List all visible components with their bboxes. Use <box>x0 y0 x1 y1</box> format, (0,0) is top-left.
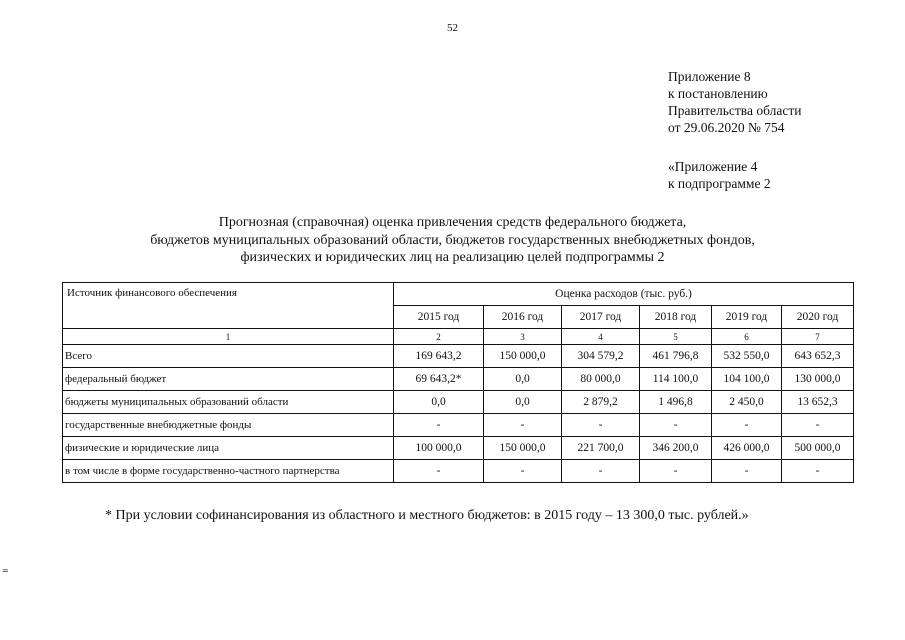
title-line: физических и юридических лиц на реализацию целей подпрограммы 2 <box>240 250 665 265</box>
cell-value: 461 796,8 <box>640 345 712 368</box>
cell-value: - <box>484 460 562 483</box>
column-number: 2 <box>394 329 484 345</box>
column-number: 1 <box>63 329 394 345</box>
source-header: Источник финансового обеспечения <box>63 283 394 329</box>
column-number-row <box>63 329 854 345</box>
row-label: физические и юридические лица <box>63 437 394 460</box>
cell-value: - <box>640 414 712 437</box>
cell-value: 0,0 <box>484 391 562 414</box>
column-number: 7 <box>782 329 854 345</box>
year-header: 2017 год <box>562 306 640 329</box>
cell-value: 2 450,0 <box>712 391 782 414</box>
cell-value: 13 652,3 <box>782 391 854 414</box>
row-label: Всего <box>63 345 394 368</box>
appendix-block <box>668 68 801 136</box>
cell-value: - <box>394 460 484 483</box>
appendix-ref-line: «Приложение 4 <box>668 159 758 174</box>
table-row <box>63 414 854 437</box>
table-row <box>63 437 854 460</box>
row-label: в том числе в форме государственно-частного партнерства <box>63 460 394 483</box>
cell-value: 304 579,2 <box>562 345 640 368</box>
estimate-header: Оценка расходов (тыс. руб.) <box>394 283 854 306</box>
document-title <box>0 214 905 267</box>
cell-value: 2 879,2 <box>562 391 640 414</box>
cell-value: 426 000,0 <box>712 437 782 460</box>
table-row <box>63 345 854 368</box>
cell-value: 169 643,2 <box>394 345 484 368</box>
column-number: 4 <box>562 329 640 345</box>
appendix-line: Правительства области <box>668 103 802 118</box>
cell-value: - <box>782 414 854 437</box>
cell-value: - <box>562 414 640 437</box>
year-header: 2015 год <box>394 306 484 329</box>
column-number: 6 <box>712 329 782 345</box>
cell-value: 69 643,2* <box>394 368 484 391</box>
cell-value: 346 200,0 <box>640 437 712 460</box>
cell-value: 80 000,0 <box>562 368 640 391</box>
cell-value: 221 700,0 <box>562 437 640 460</box>
year-header: 2019 год <box>712 306 782 329</box>
title-line: Прогнозная (справочная) оценка привлечения средств федерального бюджета, <box>218 215 687 230</box>
cell-value: 532 550,0 <box>712 345 782 368</box>
cell-value: 500 000,0 <box>782 437 854 460</box>
table-row <box>63 460 854 483</box>
cell-value: - <box>712 414 782 437</box>
cell-value: 643 652,3 <box>782 345 854 368</box>
appendix-line: от 29.06.2020 № 754 <box>668 120 785 135</box>
cell-value: 130 000,0 <box>782 368 854 391</box>
edge-mark: = <box>2 566 9 575</box>
cell-value: 1 496,8 <box>640 391 712 414</box>
cell-value: 104 100,0 <box>712 368 782 391</box>
cell-value: - <box>782 460 854 483</box>
cell-value: - <box>562 460 640 483</box>
financing-table <box>62 282 854 483</box>
year-header: 2018 год <box>640 306 712 329</box>
title-line: бюджетов муниципальных образований области, бюджетов государственных внебюджетных фондов, <box>150 232 755 248</box>
cell-value: 114 100,0 <box>640 368 712 391</box>
cell-value: - <box>712 460 782 483</box>
row-label: государственные внебюджетные фонды <box>63 414 394 437</box>
cell-value: 150 000,0 <box>484 345 562 368</box>
appendix-line: к постановлению <box>668 86 768 101</box>
column-number: 3 <box>484 329 562 345</box>
appendix-ref-line: к подпрограмме 2 <box>668 176 771 191</box>
year-header: 2020 год <box>782 306 854 329</box>
table-row <box>63 391 854 414</box>
footnote: * При условии софинансирования из областного и местного бюджетов: в 2015 году – 13 300,0 тыс. рублей.» <box>105 508 749 523</box>
table-row <box>63 368 854 391</box>
row-label: федеральный бюджет <box>63 368 394 391</box>
year-header: 2016 год <box>484 306 562 329</box>
cell-value: - <box>640 460 712 483</box>
appendix-line: Приложение 8 <box>668 69 751 84</box>
cell-value: - <box>484 414 562 437</box>
table-header-row <box>63 283 854 306</box>
cell-value: 150 000,0 <box>484 437 562 460</box>
cell-value: 0,0 <box>394 391 484 414</box>
row-label: бюджеты муниципальных образований области <box>63 391 394 414</box>
appendix-reference-block <box>668 158 771 192</box>
page-number: 52 <box>447 22 458 34</box>
column-number: 5 <box>640 329 712 345</box>
cell-value: 100 000,0 <box>394 437 484 460</box>
cell-value: 0,0 <box>484 368 562 391</box>
cell-value: - <box>394 414 484 437</box>
